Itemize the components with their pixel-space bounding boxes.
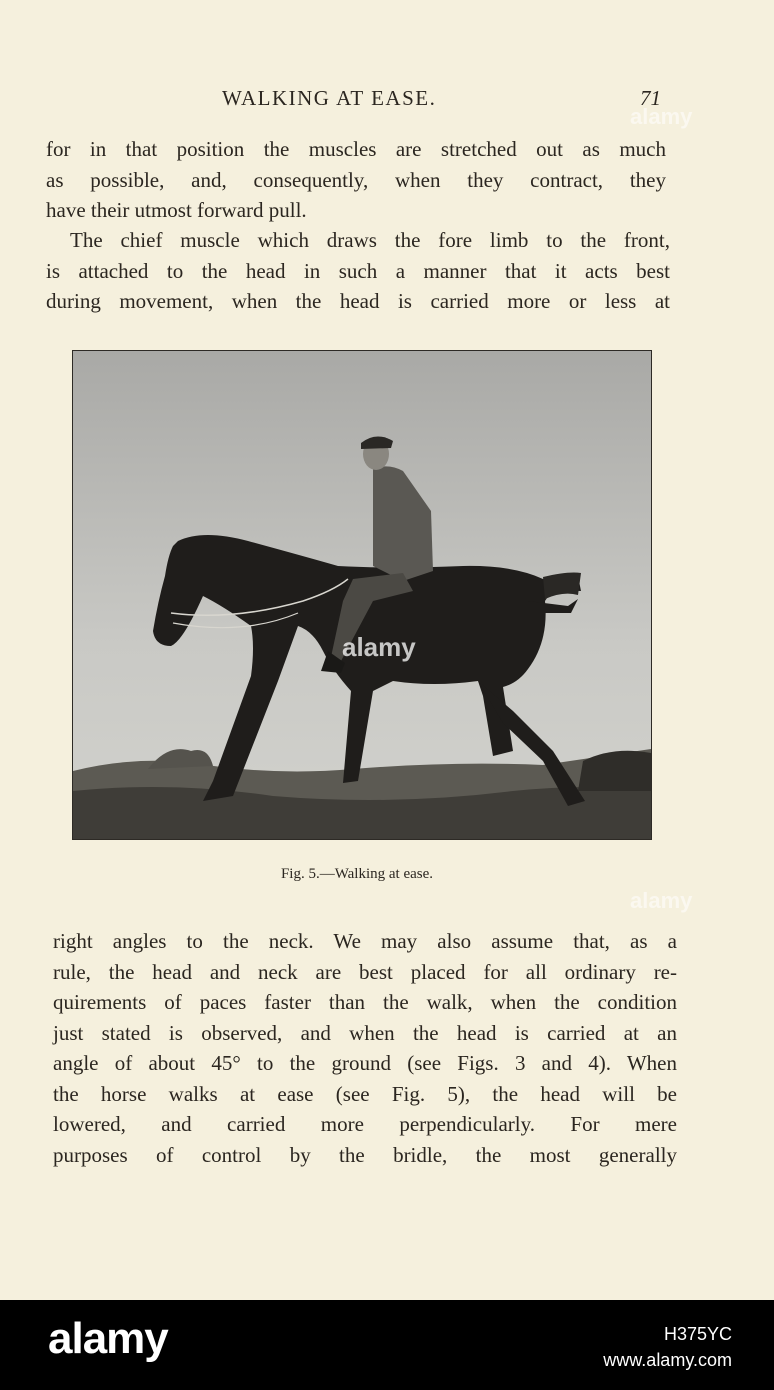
text-line: purposes of control by the bridle, the most generally xyxy=(53,1142,677,1167)
watermark: alamy xyxy=(630,888,693,913)
text-line: just stated is observed, and when the head is carried at an xyxy=(53,1020,677,1045)
text-line: quirements of paces faster than the walk, when the condition xyxy=(53,990,677,1014)
text-line: right angles to the neck. We may also assume that, as a xyxy=(53,929,677,953)
image-id: H375YC xyxy=(663,1324,732,1344)
text-line: for in that position the muscles are stretched out as much xyxy=(46,137,666,161)
watermark: alamy xyxy=(630,104,693,129)
text-line: lowered, and carried more perpendicularly. For mere xyxy=(53,1112,677,1136)
paragraph-1 xyxy=(46,134,666,226)
figure-horse-photo xyxy=(72,350,652,840)
paragraph-3 xyxy=(53,926,677,1170)
text-line: have their utmost forward pull. xyxy=(46,198,307,222)
text-line: as possible, and, consequently, when they contract, they xyxy=(46,167,666,192)
text-line: the horse walks at ease (see Fig. 5), the head will be xyxy=(53,1081,677,1106)
text-line: is attached to the head in such a manner that it acts best xyxy=(46,258,670,283)
alamy-logo: alamy xyxy=(48,1314,168,1363)
text-line: during movement, when the head is carried more or less at xyxy=(46,289,670,313)
site-url[interactable]: www.alamy.com xyxy=(603,1350,732,1370)
figure-caption xyxy=(0,866,774,883)
text-line: rule, the head and neck are best placed for all ordinary re- xyxy=(53,959,677,984)
paragraph-2 xyxy=(46,225,670,317)
text-line: The chief muscle which draws the fore limb to the front, xyxy=(70,228,670,252)
page-number: 71 xyxy=(640,86,661,110)
stock-footer-bar xyxy=(0,1300,774,1390)
horse-and-rider-illustration xyxy=(73,351,651,839)
watermark: alamy xyxy=(342,632,416,662)
text-line: angle of about 45° to the ground (see Figs. 3 and 4). When xyxy=(53,1051,677,1075)
running-title: WALKING AT EASE. xyxy=(222,86,437,110)
caption-text: Fig. 5.—Walking at ease. xyxy=(280,866,434,882)
